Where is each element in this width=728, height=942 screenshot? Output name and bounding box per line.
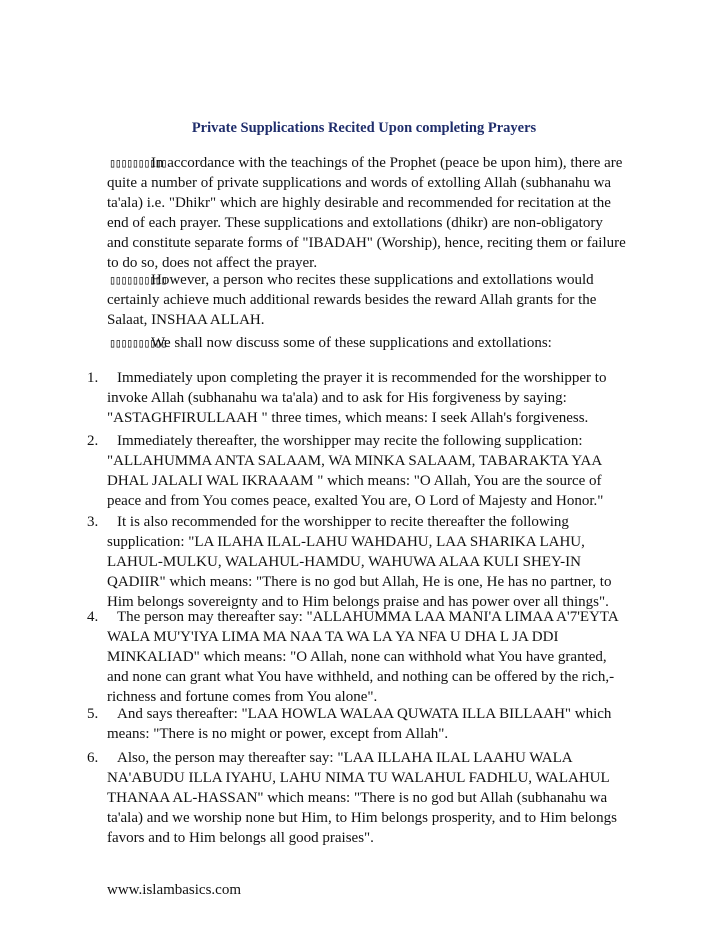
footer-url: www.islambasics.com xyxy=(107,882,242,898)
list-item-text: And says thereafter: "LAA HOWLA WALAA QUWATA ILLA BILLAAH" which means: "There is no might or power, except from Allah". xyxy=(107,706,612,742)
list-item-number: 1. xyxy=(87,370,99,386)
paragraph-text: In accordance with the teachings of the Prophet (peace be upon him), there are quite a number of private supplications and words of extolling Allah (subhanahu wa ta'ala) i.e. "Dhikr" which are highly desirable and recommended for recitation at the end of each prayer. These supplications and extollations (dhikr) are non-obligatory and constitute separate forms of "IBADAH" (Worship), hence, reciting them or failure to do so, does not affect the prayer. xyxy=(107,155,626,271)
missing-glyph-marker: ▯▯▯▯▯▯▯▯▯▯ xyxy=(109,156,167,170)
list-item-number: 2. xyxy=(87,433,99,449)
list-item-number: 4. xyxy=(87,609,99,625)
list-item-text: Immediately upon completing the prayer it is recommended for the worshipper to invoke Allah (subhanahu wa ta'ala) and to ask for His forgiveness by saying: "ASTAGHFIRULLAAH " three times, which means: I seek Allah's forgiveness. xyxy=(107,370,607,426)
page-title: Private Supplications Recited Upon completing Prayers xyxy=(191,120,537,136)
list-item-text: The person may thereafter say: "ALLAHUMMA LAA MANI'A LIMAA A'7'EYTA WALA MU'Y'IYA LIMA MA NAA TA WA LA YA NFA U DHA L JA DDI MINKALIAD" which means: "O Allah, none can withhold what You have granted, and none can grant what You have withheld, and nothing can be offered by the rich,- richness and fortune comes from You alone". xyxy=(107,609,618,705)
missing-glyph-marker: ▯▯▯▯▯▯▯▯▯▯ xyxy=(109,336,167,350)
intro-paragraph xyxy=(107,153,627,273)
paragraph-text: We shall now discuss some of these supplications and extollations: xyxy=(151,335,552,351)
list-item-text: Also, the person may thereafter say: "LAA ILLAHA ILAL LAAHU WALA NA'ABUDU ILLA IYAHU, LAHU NIMA TU WALAHUL FADHLU, WALAHUL THANAA AL-HASSAN" which means: "There is no god but Allah (subhanahu wa ta'ala) and we worship none but Him, to Him belongs prosperity, and to Him belongs favors and to Him belongs all good praises". xyxy=(107,750,617,846)
list-item-text: It is also recommended for the worshipper to recite thereafter the following supplication: "LA ILAHA ILAL-LAHU WAHDAHU, LAA SHARIKA LAHU, LAHUL-MULKU, WALAHUL-HAMDU, WAHUWA ALAA KULI SHEY-IN QADIIR" which means: "There is no god but Allah, He is one, He has no partner, to Him belongs sovereignty and to Him belongs praise and has power over all things". xyxy=(107,514,612,610)
rewards-paragraph xyxy=(107,270,627,330)
list-item-text: Immediately thereafter, the worshipper may recite the following supplication: "ALLAHUMMA ANTA SALAAM, WA MINKA SALAAM, TABARAKTA YAA DHAL JALALI WAL IKRAAAM " which means: "O Allah, You are the source of peace and from You comes peace, exalted You are, O Lord of Majesty and Honor." xyxy=(107,433,604,509)
paragraph-text: However, a person who recites these supplications and extollations would certainly achieve much additional rewards besides the reward Allah grants for the Salaat, INSHAA ALLAH. xyxy=(107,272,597,328)
list-item-number: 3. xyxy=(87,514,99,530)
list-item-number: 5. xyxy=(87,706,99,722)
list-item-number: 6. xyxy=(87,750,99,766)
discussion-paragraph xyxy=(107,333,627,353)
missing-glyph-marker: ▯▯▯▯▯▯▯▯▯▯ xyxy=(109,273,167,287)
